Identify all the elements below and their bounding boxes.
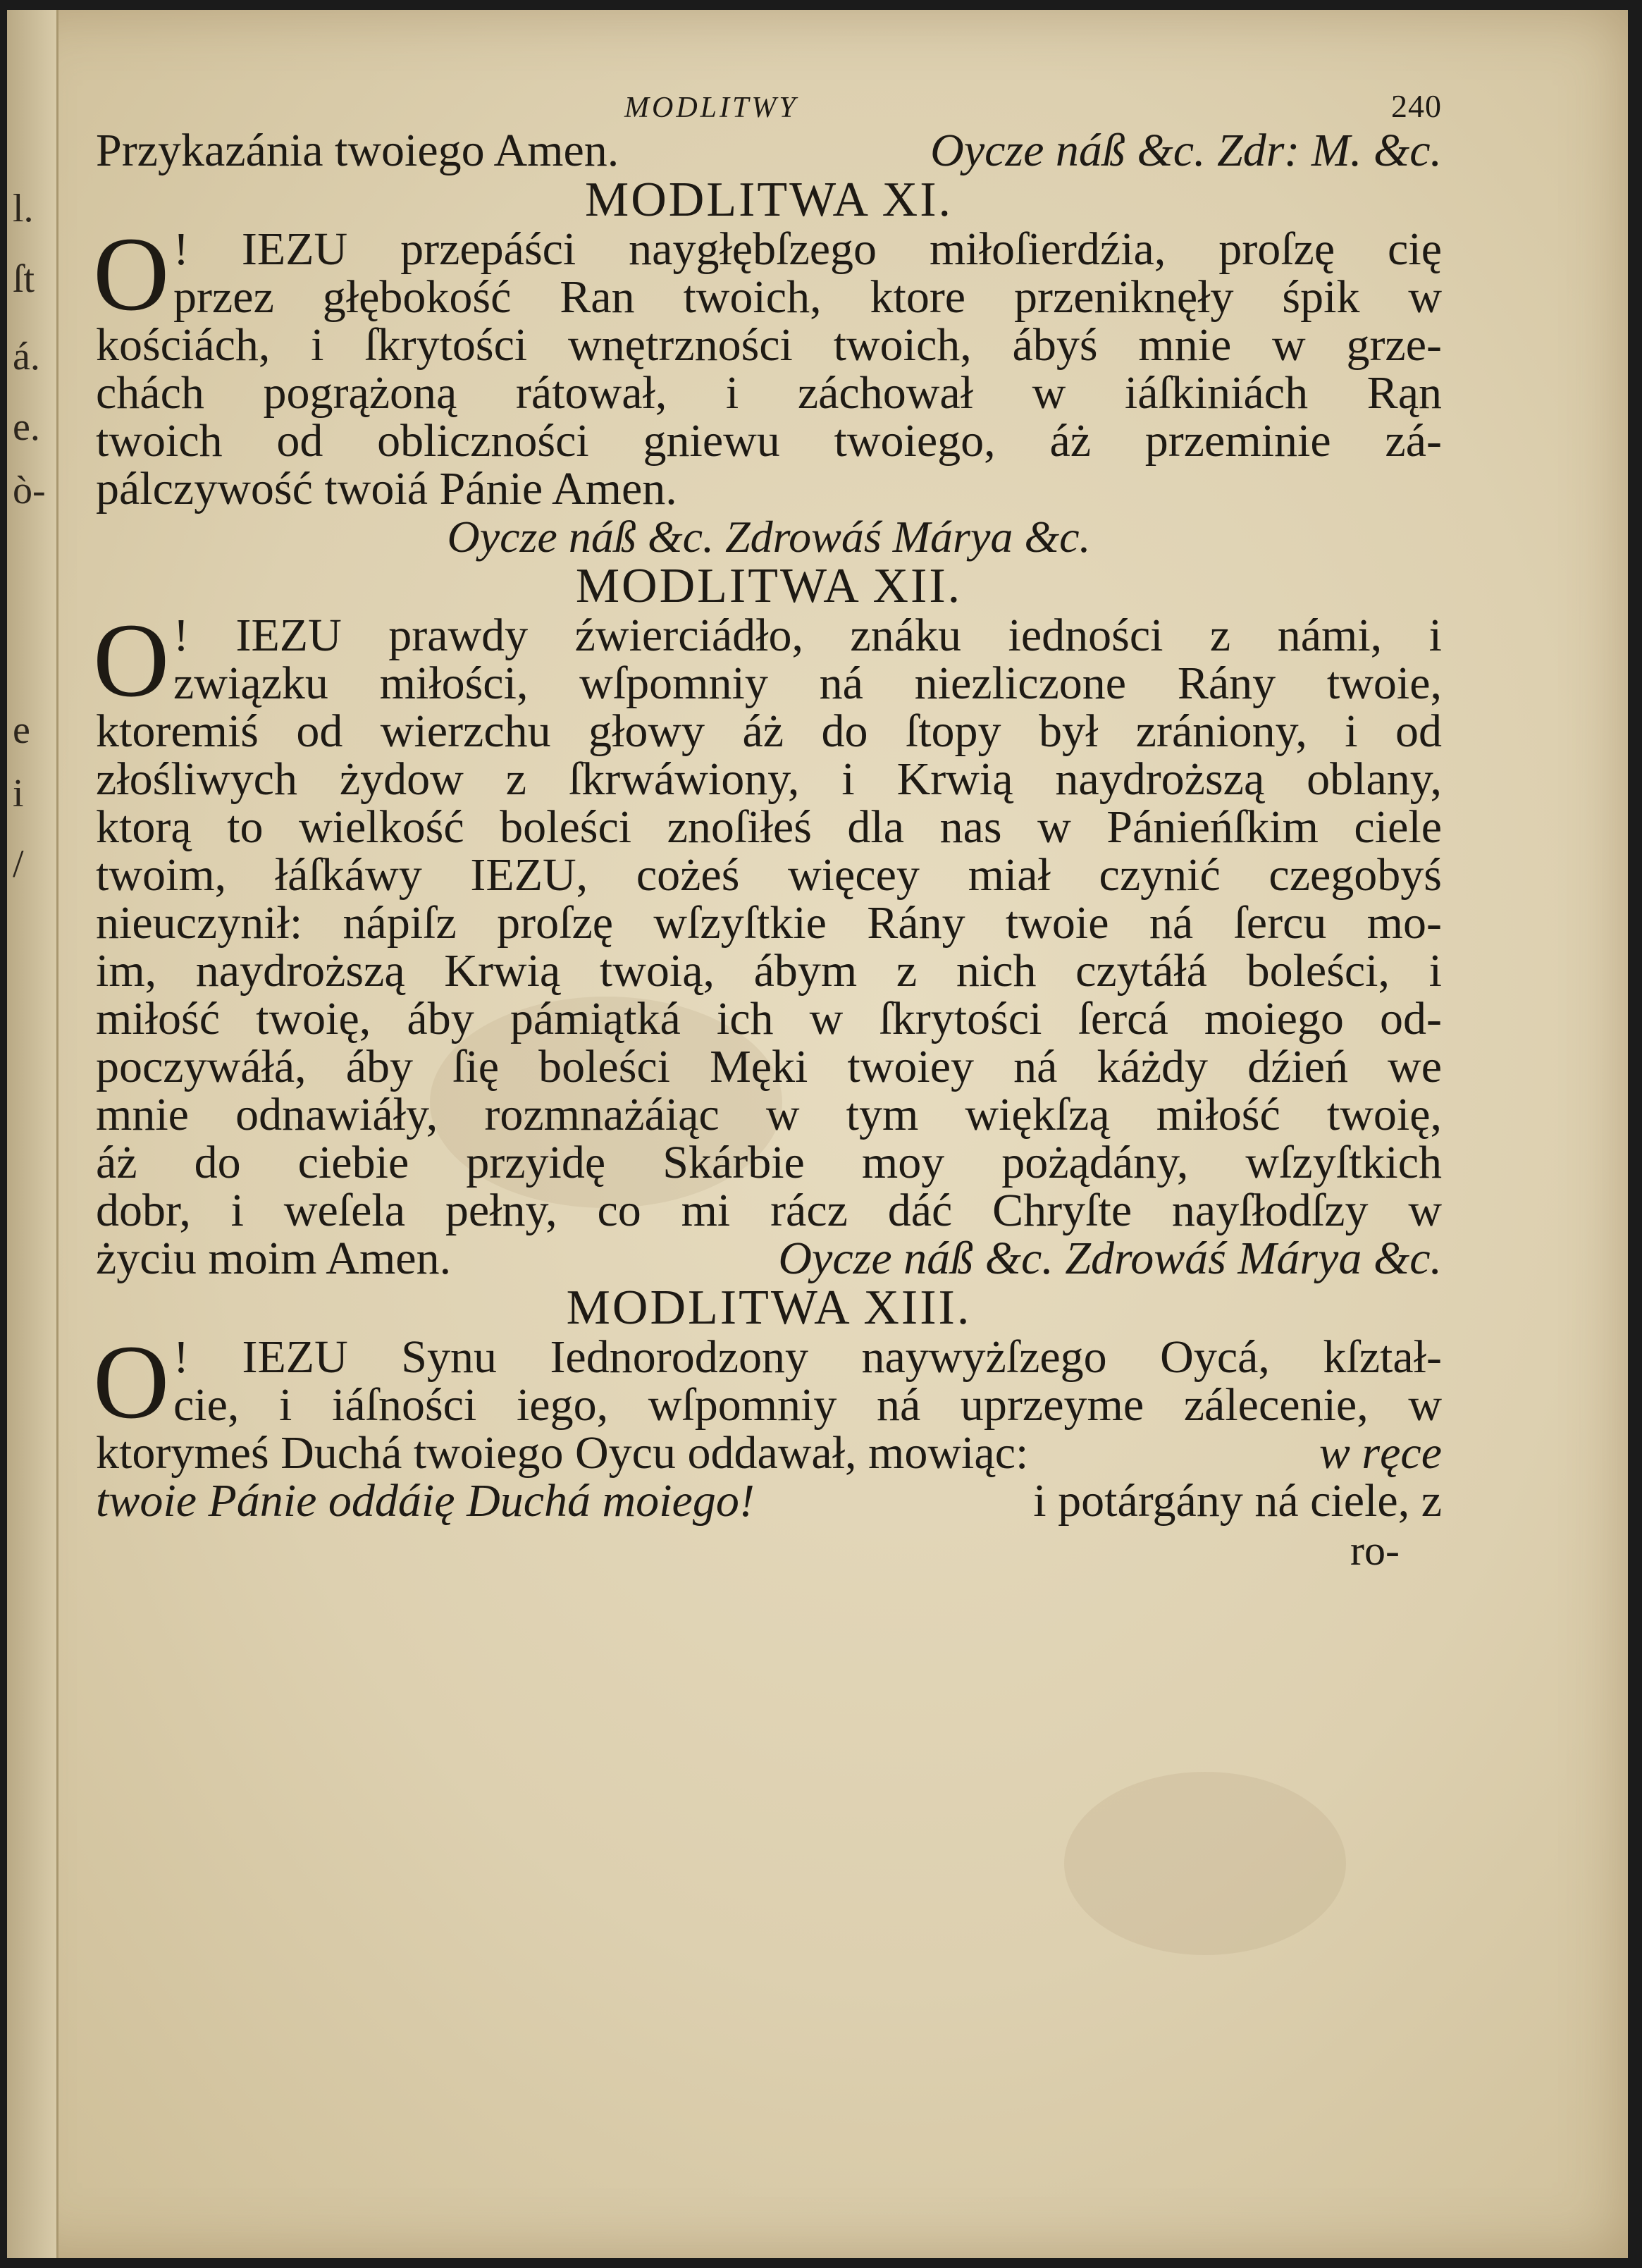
prayer-heading: MODLITWA XII. [575,559,963,613]
text-line: nieuczynił: nápiſz proſzę wſzyſtkie Rány twoie ná ſercu mo- [96,897,1442,949]
text-line: kościách, i ſkrytości wnętrzności twoich, ábyś mnie w grze- [96,319,1442,371]
text-line: chách pogrążoną rátował, i záchował w iáſkiniách Rąn [96,367,1442,419]
text-line: dobr, i weſela pełny, co mi rácz dáć Chryſte nayſłodſzy w [96,1185,1442,1236]
prayer-body [93,216,1442,514]
text-line: áż do ciebie przyidę Skárbie moy pożądány, wſzyſtkich [96,1137,1442,1188]
text-line [96,1235,1442,1283]
quote-text: twoie Pánie oddáię Duchá moiego! [96,1475,755,1527]
text-line-part: ktorymeś Duchá twoiego Oycu oddawał, mowiąc: [96,1427,1029,1479]
margin-bleed-text: e. [13,405,40,449]
drop-cap: O [93,1324,170,1441]
text-line: ! IEZU prawdy źwierciádło, znáku iedności z námi, i [173,610,1442,661]
page-text [93,87,1442,1576]
margin-bleed-text: e [13,708,30,752]
opening-line [96,127,1442,175]
text-line: ktoremiś od wierzchu głowy áż do ſtopy był zrániony, i od [96,705,1442,757]
opening-text: Przykazánia twoiego Amen. [96,125,619,176]
text-line: im, naydroższą Krwią twoią, ábym z nich czytáłá boleści, i [96,945,1442,997]
text-line: twoim, łáſkáwy IEZU, cożeś więcey miał czynić czegobyś [96,849,1442,901]
margin-bleed-text: l. [13,187,34,230]
text-line: ! IEZU przepáści naygłębſzego miłoſierdźia, proſzę cię [173,223,1442,275]
book-page [7,10,1628,2258]
text-line: złośliwych żydow z ſkrwáwiony, i Krwią naydroższą oblany, [96,753,1442,805]
closing-formula: Oycze náß &c. Zdrowáś Márya &c. [447,512,1091,562]
margin-bleed-text: á. [13,335,40,378]
prayer-heading: MODLITWA XI. [584,173,953,227]
drop-cap: O [93,216,170,333]
prayer-body [93,1324,1442,1527]
text-line: ktorą to wielkość boleści znoſiłeś dla nas w Pánieńſkim ciele [96,801,1442,853]
margin-bleed-text: ſt [13,257,35,301]
quote-text: w ręce [1319,1427,1442,1479]
text-line [96,1477,1442,1525]
drop-cap: O [93,602,170,719]
running-head-title: MODLITWY [624,92,798,124]
prayer-heading: MODLITWA XIII. [566,1281,972,1335]
margin-bleed-text: ò- [13,469,46,512]
catchword: ro- [1350,1527,1400,1574]
text-line [96,1429,1442,1477]
text-line: miłość twoię, áby pámiątká ich w ſkrytości ſercá moiego od- [96,993,1442,1044]
text-line: związku miłości, wſpomniy ná niezliczone Rány twoie, [173,658,1442,709]
last-line-text: życiu moim Amen. [96,1233,452,1284]
text-line: cie, i iáſności iego, wſpomniy ná uprzeyme zálecenie, w [173,1379,1442,1431]
closing-formula: Oycze náß &c. Zdrowáś Márya &c. [778,1233,1442,1284]
gutter-fold [56,10,58,2258]
text-line: pálczywość twoiá Pánie Amen. [96,463,677,514]
text-line-part: i potárgány ná ciele, z [1033,1475,1442,1527]
running-head [96,87,1442,127]
margin-bleed-text: i [13,772,24,815]
paper-stain [1064,1772,1346,1955]
text-line: twoich od obliczności gniewu twoiego, áż przeminie zá- [96,415,1442,467]
margin-bleed-text: / [13,842,24,886]
text-line: mnie odnawiáły, rozmnażáiąc w tym więkſzą miłość twoię, [96,1089,1442,1140]
prayer-body [93,602,1442,1284]
text-line: ! IEZU Synu Iednorodzony naywyżſzego Oycá, kſztał- [173,1331,1442,1383]
text-line: przez głębokość Ran twoich, ktore przeniknęły śpik w [173,271,1442,323]
opening-formula: Oycze náß &c. Zdr: M. &c. [930,125,1442,176]
text-line: poczywáłá, áby ſię boleści Męki twoiey ná káżdy dźień we [96,1041,1442,1092]
page-number: 240 [1391,88,1442,124]
